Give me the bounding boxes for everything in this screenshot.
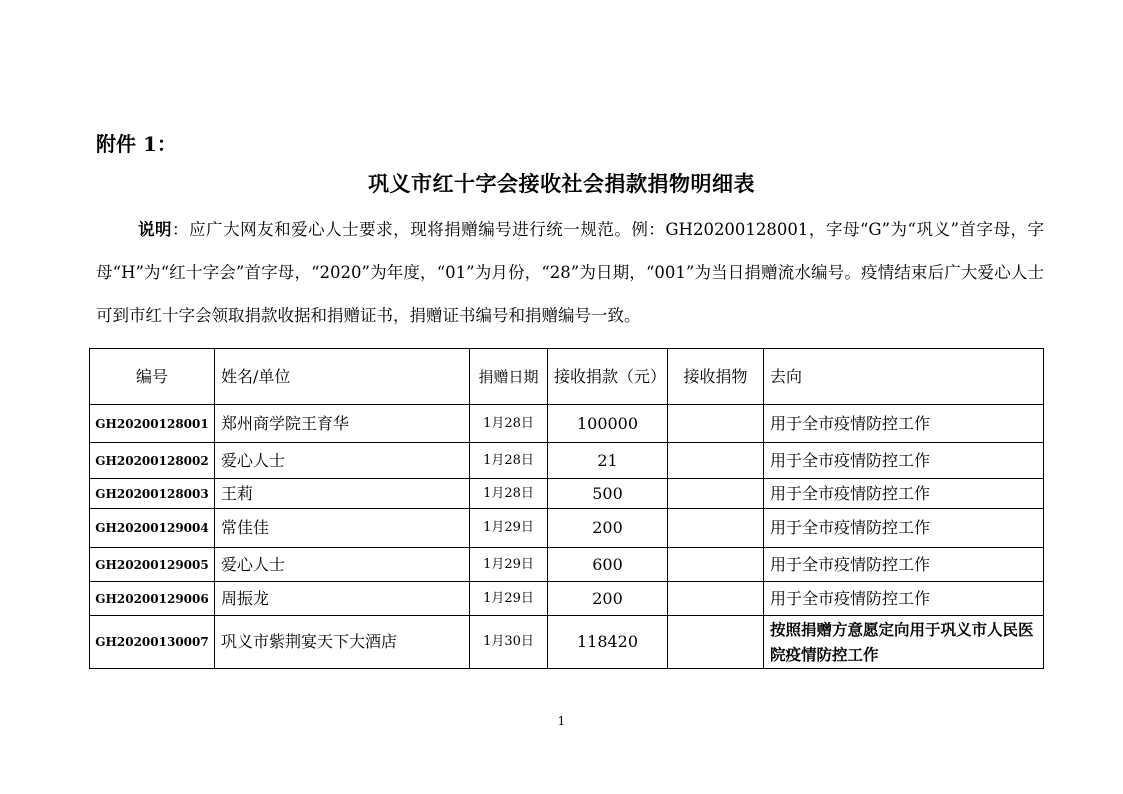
table-row bbox=[90, 443, 1044, 479]
cell-destination: 用于全市疫情防控工作 bbox=[764, 548, 1044, 582]
cell-goods bbox=[668, 548, 764, 582]
cell-id: GH20200129005 bbox=[90, 548, 215, 582]
header-amount: 接收捐款（元） bbox=[548, 349, 668, 405]
cell-id: GH20200129004 bbox=[90, 509, 215, 548]
page-number: 1 bbox=[557, 714, 566, 728]
cell-id: GH20200128003 bbox=[90, 479, 215, 509]
table-row bbox=[90, 479, 1044, 509]
cell-amount: 118420 bbox=[548, 616, 668, 669]
cell-destination: 用于全市疫情防控工作 bbox=[764, 509, 1044, 548]
cell-goods bbox=[668, 479, 764, 509]
cell-name: 周振龙 bbox=[215, 582, 470, 616]
cell-amount: 21 bbox=[548, 443, 668, 479]
cell-id: GH20200128002 bbox=[90, 443, 215, 479]
cell-id: GH20200128001 bbox=[90, 405, 215, 443]
cell-date: 1月29日 bbox=[470, 509, 548, 548]
cell-date: 1月29日 bbox=[470, 582, 548, 616]
document-title: 巩义市红十字会接收社会捐款捐物明细表 bbox=[368, 172, 755, 196]
cell-amount: 200 bbox=[548, 582, 668, 616]
table-header-row bbox=[90, 349, 1044, 405]
cell-name: 常佳佳 bbox=[215, 509, 470, 548]
donation-table bbox=[89, 348, 1044, 669]
attachment-label: 附件 1： bbox=[96, 132, 177, 156]
cell-amount: 500 bbox=[548, 479, 668, 509]
cell-name: 郑州商学院王育华 bbox=[215, 405, 470, 443]
header-name: 姓名/单位 bbox=[215, 349, 470, 405]
cell-goods bbox=[668, 405, 764, 443]
table-row bbox=[90, 548, 1044, 582]
note-text: ：应广大网友和爱心人士要求，现将捐赠编号进行统一规范。例：GH20200128001，字母“G”为“巩义”首字母，字母“H”为“红十字会”首字母，“2020”为年度，“01”为月份，“28”为日期，“001”为当日捐赠流水编号。疫情结束后广大爱心人士可到市红十字会领取捐款收据和捐赠证书，捐赠证书编号和捐赠编号一致。 bbox=[96, 220, 1045, 325]
table-row bbox=[90, 405, 1044, 443]
cell-date: 1月28日 bbox=[470, 405, 548, 443]
table-row bbox=[90, 509, 1044, 548]
table-row bbox=[90, 616, 1044, 669]
header-id: 编号 bbox=[90, 349, 215, 405]
cell-name: 王莉 bbox=[215, 479, 470, 509]
cell-date: 1月29日 bbox=[470, 548, 548, 582]
cell-destination: 用于全市疫情防控工作 bbox=[764, 405, 1044, 443]
cell-amount: 200 bbox=[548, 509, 668, 548]
cell-destination: 用于全市疫情防控工作 bbox=[764, 479, 1044, 509]
cell-amount: 100000 bbox=[548, 405, 668, 443]
header-destination: 去向 bbox=[764, 349, 1044, 405]
cell-name: 爱心人士 bbox=[215, 443, 470, 479]
cell-id: GH20200130007 bbox=[90, 616, 215, 669]
explanation-note bbox=[96, 208, 1044, 337]
explanation-paragraph bbox=[96, 208, 1044, 337]
cell-date: 1月28日 bbox=[470, 443, 548, 479]
cell-goods bbox=[668, 616, 764, 669]
cell-id: GH20200129006 bbox=[90, 582, 215, 616]
note-label: 说明 bbox=[138, 220, 173, 239]
table-row bbox=[90, 582, 1044, 616]
cell-amount: 600 bbox=[548, 548, 668, 582]
cell-destination: 用于全市疫情防控工作 bbox=[764, 582, 1044, 616]
header-date: 捐赠日期 bbox=[470, 349, 548, 405]
cell-goods bbox=[668, 443, 764, 479]
cell-date: 1月28日 bbox=[470, 479, 548, 509]
cell-goods bbox=[668, 582, 764, 616]
header-goods: 接收捐物 bbox=[668, 349, 764, 405]
cell-destination: 按照捐赠方意愿定向用于巩义市人民医院疫情防控工作 bbox=[764, 616, 1044, 669]
cell-destination: 用于全市疫情防控工作 bbox=[764, 443, 1044, 479]
cell-name: 巩义市紫荆宴天下大酒店 bbox=[215, 616, 470, 669]
cell-goods bbox=[668, 509, 764, 548]
cell-date: 1月30日 bbox=[470, 616, 548, 669]
cell-name: 爱心人士 bbox=[215, 548, 470, 582]
